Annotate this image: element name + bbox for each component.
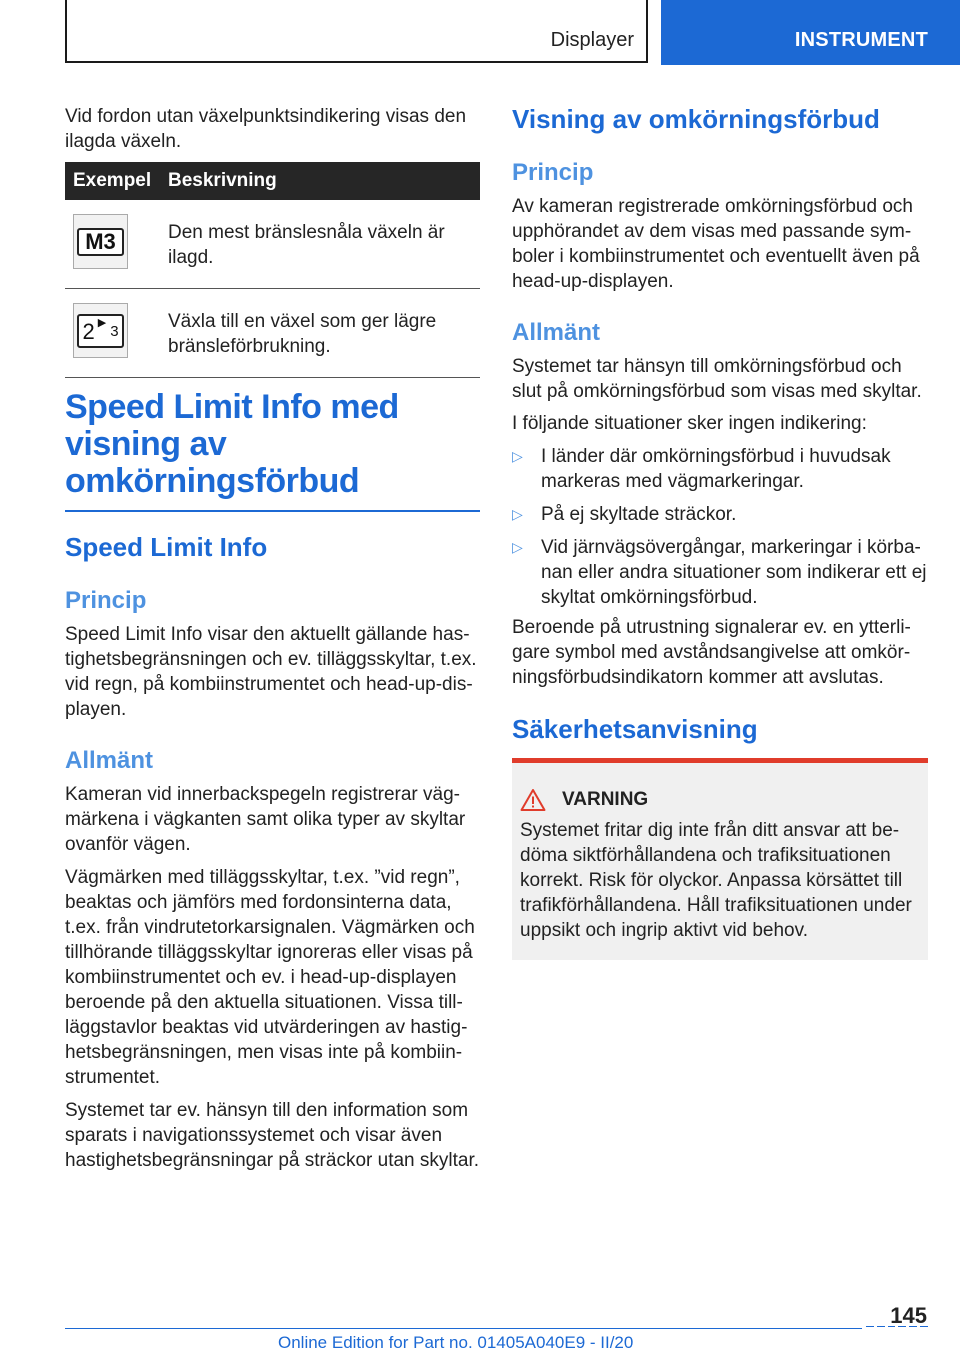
- allmant-paragraph: Systemet tar ev. hänsyn till den information som sparats i navigationssystemet och visar även hastighetsbegränsningar på sträckor utan skyltar.: [65, 1100, 480, 1171]
- table-cell-text: Den mest bränslesnåla växeln är ilagd.: [160, 200, 480, 289]
- princip-heading-right: Princip: [512, 159, 594, 186]
- warning-box: [512, 758, 928, 960]
- warning-triangle-icon: [520, 788, 546, 812]
- footer-edition: Online Edition for Part no. 01405A040E9 - II/20: [278, 1333, 634, 1352]
- table-row: [65, 200, 480, 289]
- section-label: Displayer: [550, 29, 634, 51]
- list-item: ▷ På ej skyltade sträckor.: [512, 504, 737, 525]
- footer-divider: [65, 1328, 862, 1329]
- page-number: 145: [890, 1303, 927, 1328]
- allmant-heading-right: Allmänt: [512, 319, 601, 346]
- allmant-paragraph: Systemet tar hänsyn till omkörningsförbud och slut på omkörningsförbud som visas med skyltar.: [512, 356, 922, 402]
- main-heading: Speed Limit Info med visning av omkörningsförbud: [65, 389, 480, 512]
- table-header-exempel: Exempel: [65, 162, 160, 200]
- allmant-paragraph: I följande situationer sker ingen indikering:: [512, 413, 867, 434]
- allmant-paragraph: Kameran vid innerbackspegeln registrerar vägmärkena i vägkanten samt olika typer av skyltar ovanför vägen.: [65, 784, 466, 855]
- gear-m3-label: M3: [77, 228, 124, 256]
- gear-example-table: [65, 162, 480, 378]
- princip-heading-left: Princip: [65, 587, 147, 614]
- table-cell-text: Växla till en växel som ger lägre bränsleförbrukning.: [160, 289, 480, 378]
- princip-text-right: Av kameran registrerade omkörningsförbud och upphörandet av dem visas med passande symboler i kombiinstrumentet och eventuellt även på head-up-displayen.: [512, 196, 920, 292]
- triangle-bullet-icon: ▷: [512, 448, 523, 464]
- arrow-right-icon: ▶: [97, 316, 107, 329]
- triangle-bullet-icon: ▷: [512, 506, 523, 522]
- footer-tick-marks: [866, 1326, 928, 1332]
- warning-text: Systemet fritar dig inte från ditt ansvar att bedöma siktförhållandena och trafiksituationen korrekt. Risk för olyckor. Anpassa körsättet till trafikförhållandena. Håll trafiksituationen under uppsikt och ingrip aktivt vid behov.: [520, 820, 912, 941]
- header-section-tab: [65, 0, 648, 63]
- allmant-heading-left: Allmänt: [65, 747, 154, 774]
- table-header-row: [65, 162, 480, 200]
- triangle-bullet-icon: ▷: [512, 539, 523, 555]
- gear-m3-icon: [73, 214, 128, 269]
- heading-omkorningsforbud: Visning av omkörningsförbud: [512, 104, 880, 134]
- table-header-beskrivning: Beskrivning: [160, 162, 480, 200]
- allmant-paragraph: Vägmärken med tilläggsskyltar, t.ex. ”vid regn”, beaktas och jämförs med fordonsinterna data, t.ex. från vindrutetorkarsignalen. Vägmärken och tillhörande tilläggsskyltar ignoreras eller visas på kombiinstrumentet och ev. i head-up-displayen beroende på den aktuella situationen. Vissa tillläggstavlor beaktas vid utvärderingen av hastighetsbegränsningen, men visas inte på kombiinstrumentet.: [65, 867, 475, 1088]
- gear-to-label: 3: [110, 322, 119, 340]
- sub-heading-speed-limit-info: Speed Limit Info: [65, 532, 268, 562]
- table-row: [65, 289, 480, 378]
- safety-heading: Säkerhetsanvisning: [512, 714, 758, 744]
- list-item: ▷ I länder där omkörningsförbud i huvudsak markeras med vägmarkeringar.: [512, 446, 891, 492]
- situation-list: [512, 444, 928, 618]
- gear-shift-2-to-3-icon: [73, 303, 128, 358]
- header-chapter-tab: [661, 0, 960, 65]
- list-item: ▷ Vid järnvägsövergångar, markeringar i körbanan eller andra situationer som indikerar ett ej skyltat omkörningsförbud.: [512, 537, 927, 608]
- princip-text-left: Speed Limit Info visar den aktuellt gällande hastighetsbegränsningen och ev. tilläggsskyltar, t.ex. vid regn, på kombiinstrumentet och head-up-displayen.: [65, 624, 477, 720]
- intro-text: Vid fordon utan växelpunktsindikering visas den ilagda växeln.: [65, 106, 467, 152]
- table-cell-icon: [65, 200, 160, 289]
- warning-title: VARNING: [562, 789, 649, 810]
- table-cell-icon: [65, 289, 160, 378]
- gear-from-label: 2: [82, 318, 95, 344]
- chapter-label: INSTRUMENT: [794, 29, 928, 51]
- allmant-paragraph: Beroende på utrustning signalerar ev. en ytterligare symbol med avståndsangivelse att omkörningsförbudsindikatorn kommer att avslutas.: [512, 617, 911, 688]
